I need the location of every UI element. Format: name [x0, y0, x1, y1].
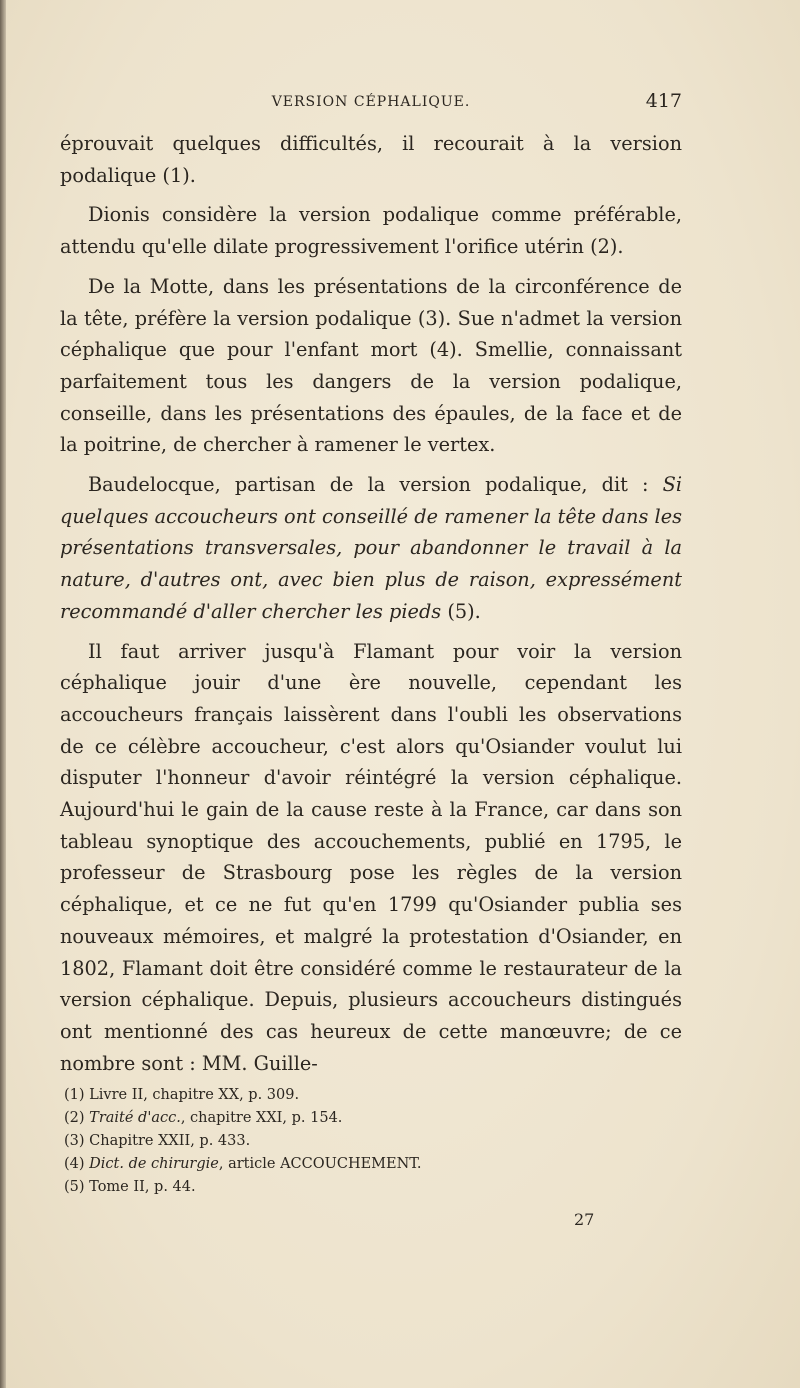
page-spine-shadow	[0, 0, 6, 1388]
footnote-italic-text: Traité d'acc.	[89, 1110, 181, 1126]
paragraph	[60, 469, 682, 628]
running-head: VERSION CÉPHALIQUE.	[271, 94, 471, 110]
footnote-text: II	[131, 1087, 144, 1103]
italic-text: Si quelques accoucheurs ont conseillé de ramener la tête dans les présentations transversales, pour abandonner le travail à la nature, d'autres ont, avec bien plus de raison, expressément recommandé d'aller chercher les pieds	[60, 473, 682, 623]
footnote-text: , p. 309.	[239, 1087, 300, 1103]
footnote-number: (3)	[64, 1133, 90, 1149]
footnote-text: XX	[218, 1087, 240, 1103]
footnote-number: (1)	[64, 1087, 90, 1103]
footnote-text: , article	[218, 1156, 281, 1172]
footnote	[64, 1176, 624, 1199]
footnote-text: Chapitre	[89, 1133, 159, 1149]
text-segment: Il faut arriver jusqu'à Flamant pour voir la version céphalique jouir d'une ère nouvelle, cependant les accoucheurs français laissèrent dans l'oubli les observations de ce célèbre accoucheur, c'est alors qu'Osiander voulut lui disputer l'honneur d'avoir réintégré la version céphalique. Aujourd'hui le gain de la cause reste à la France, car dans son tableau synoptique des accouchements, publié en 1795, le professeur de Strasbourg pose les règles de la version céphalique, et ce ne fut qu'en 1799 qu'Osiander publia ses nouveaux mémoires, et malgré la protestation d'Osiander, en 1802, Flamant doit être considéré comme le restaurateur de la version céphalique. Depuis, plusieurs accoucheurs distingués ont mentionné des cas heureux de cette manœuvre; de ce nombre sont : MM. Guille-	[60, 639, 682, 1075]
footnote-text: , chapitre	[180, 1110, 257, 1126]
page-number: 417	[645, 90, 682, 112]
text-segment: Baudelocque, partisan de la version podalique, dit :	[88, 473, 663, 497]
body-text	[60, 128, 682, 1079]
text-segment: De la Motte, dans les présentations de la circonférence de la tête, préfère la version podalique (3). Sue n'admet la version céphalique que pour l'enfant mort (4). Smellie, connaissant parfaitement tous les dangers de la version podalique, conseille, dans les présentations des épaules, de la face et de la poitrine, de chercher à ramener le vertex.	[60, 274, 682, 457]
footnote	[64, 1084, 624, 1107]
page-header	[60, 90, 682, 118]
footnote-text: , p. 154.	[282, 1110, 343, 1126]
footnote	[64, 1130, 624, 1153]
paragraph	[60, 199, 682, 262]
footnote-text: , p. 433.	[190, 1133, 251, 1149]
text-segment: Dionis considère la version podalique comme préférable, attendu qu'elle dilate progressivement l'orifice utérin (2).	[60, 203, 682, 259]
footnote-italic-text: Dict. de chirurgie	[89, 1156, 219, 1172]
footnote-text: XXII	[158, 1133, 191, 1149]
footnote-number: (5)	[64, 1179, 90, 1195]
paragraph	[60, 271, 682, 461]
text-segment: (5).	[441, 599, 481, 623]
footnote-text: II	[133, 1179, 145, 1195]
footnote-text: , chapitre	[143, 1087, 219, 1103]
paragraph	[60, 128, 682, 191]
footnote	[64, 1153, 624, 1176]
footnote-number: (2)	[64, 1110, 90, 1126]
footnote-text: Tome	[89, 1179, 134, 1195]
signature-mark: 27	[574, 1210, 595, 1229]
footnote-text: XXI	[256, 1110, 283, 1126]
footnotes	[64, 1084, 624, 1199]
text-segment: éprouvait quelques difficultés, il recourait à la version podalique (1).	[60, 132, 682, 187]
footnote-text: ACCOUCHEMENT	[280, 1156, 417, 1172]
footnote-text: Livre	[89, 1087, 132, 1103]
footnote-text: , p. 44.	[144, 1179, 196, 1195]
footnote-number: (4)	[64, 1156, 90, 1172]
footnote-text: .	[416, 1156, 422, 1172]
paragraph	[60, 636, 682, 1080]
footnote	[64, 1107, 624, 1130]
